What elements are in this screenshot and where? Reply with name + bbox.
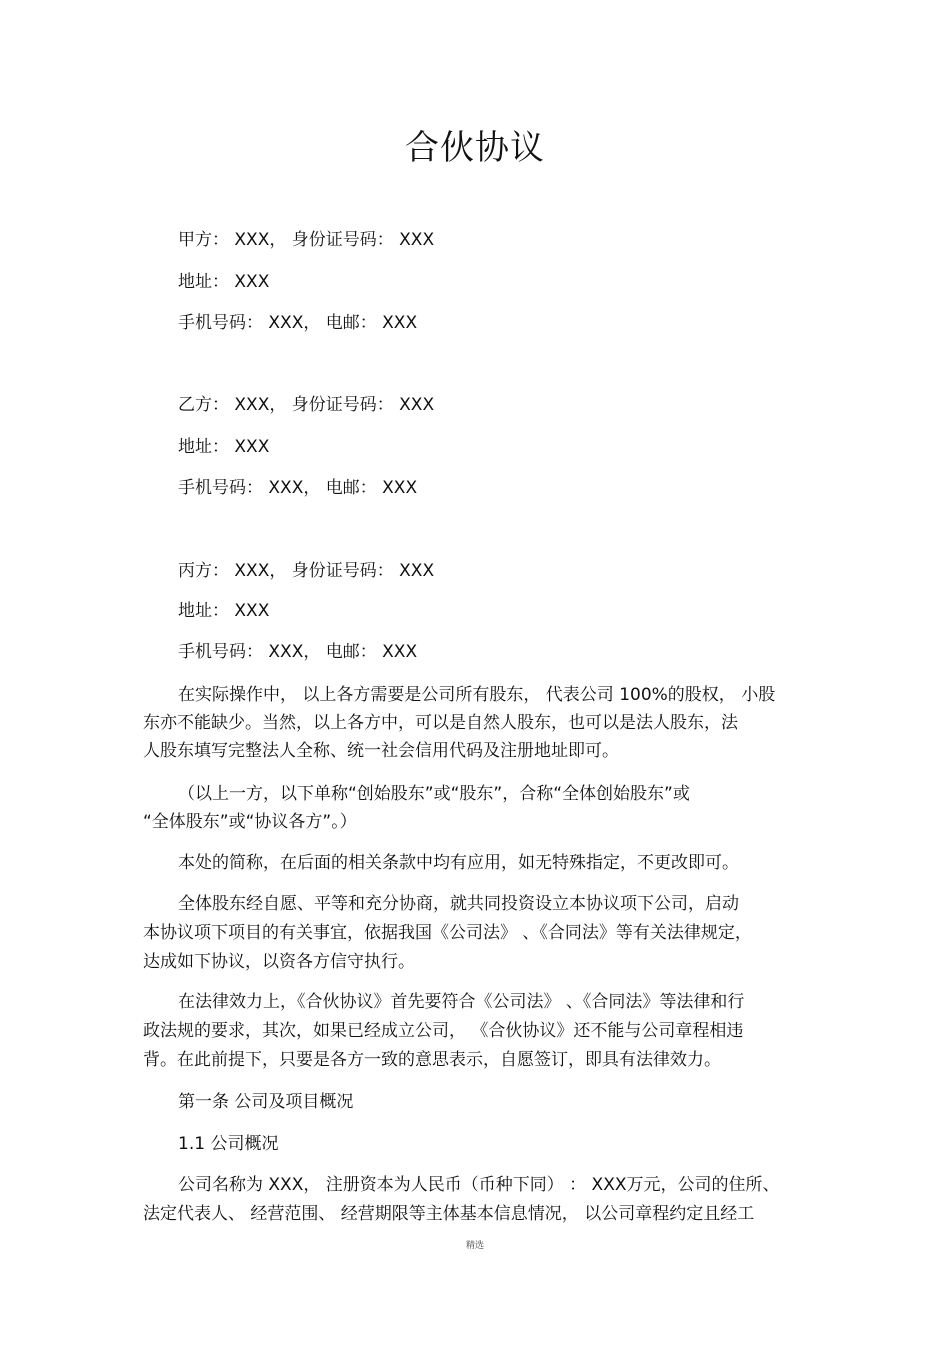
paragraph-line: 人股东填写完整法人全称、统一社会信用代码及注册地址即可。 bbox=[143, 741, 619, 761]
party-c-name-id: 丙方： XXX， 身份证号码： XXX bbox=[178, 561, 435, 581]
party-c-contact: 手机号码： XXX， 电邮： XXX bbox=[178, 642, 418, 662]
party-b-address: 地址： XXX bbox=[178, 437, 270, 457]
paragraph-line: 政法规的要求，其次，如果已经成立公司， 《合伙协议》还不能与公司章程相违 bbox=[143, 1021, 744, 1041]
article-heading: 第一条 公司及项目概况 bbox=[178, 1092, 354, 1112]
paragraph-line: 法定代表人、 经营范围、 经营期限等主体基本信息情况， 以公司章程约定且经工 bbox=[143, 1204, 755, 1224]
page-footer: 精选 bbox=[465, 1241, 484, 1251]
section-heading: 1.1 公司概况 bbox=[178, 1134, 279, 1154]
party-c-address: 地址： XXX bbox=[178, 601, 270, 621]
paragraph-line: 在实际操作中， 以上各方需要是公司所有股东， 代表公司 100%的股权， 小股 bbox=[178, 685, 776, 705]
paragraph-line: 本处的简称，在后面的相关条款中均有应用，如无特殊指定，不更改即可。 bbox=[178, 853, 739, 873]
paragraph-line: 公司名称为 XXX， 注册资本为人民币（币种下同） ： XXX万元，公司的住所、 bbox=[178, 1175, 780, 1195]
party-a-name-id: 甲方： XXX， 身份证号码： XXX bbox=[178, 230, 435, 250]
document-title: 合伙协议 bbox=[405, 128, 545, 168]
party-a-address: 地址： XXX bbox=[178, 272, 270, 292]
paragraph-line: “全体股东”或“协议各方”。） bbox=[143, 812, 357, 832]
party-a-contact: 手机号码： XXX， 电邮： XXX bbox=[178, 313, 418, 333]
paragraph-line: 达成如下协议，以资各方信守执行。 bbox=[143, 952, 415, 972]
paragraph-line: 在法律效力上，《合伙协议》首先要符合《公司法》 、《合同法》等法律和行 bbox=[178, 992, 745, 1012]
party-b-contact: 手机号码： XXX， 电邮： XXX bbox=[178, 478, 418, 498]
paragraph-line: 东亦不能缺少。当然，以上各方中，可以是自然人股东，也可以是法人股东，法 bbox=[143, 713, 738, 733]
party-b-name-id: 乙方： XXX， 身份证号码： XXX bbox=[178, 395, 435, 415]
paragraph-line: 背。在此前提下，只要是各方一致的意思表示，自愿签订，即具有法律效力。 bbox=[143, 1050, 721, 1070]
paragraph-line: （以上一方，以下单称“创始股东”或“股东”，合称“全体创始股东”或 bbox=[178, 784, 690, 804]
paragraph-line: 全体股东经自愿、平等和充分协商，就共同投资设立本协议项下公司，启动 bbox=[178, 894, 739, 914]
paragraph-line: 本协议项下项目的有关事宜，依据我国《公司法》 、《合同法》等有关法律规定， bbox=[143, 923, 752, 943]
